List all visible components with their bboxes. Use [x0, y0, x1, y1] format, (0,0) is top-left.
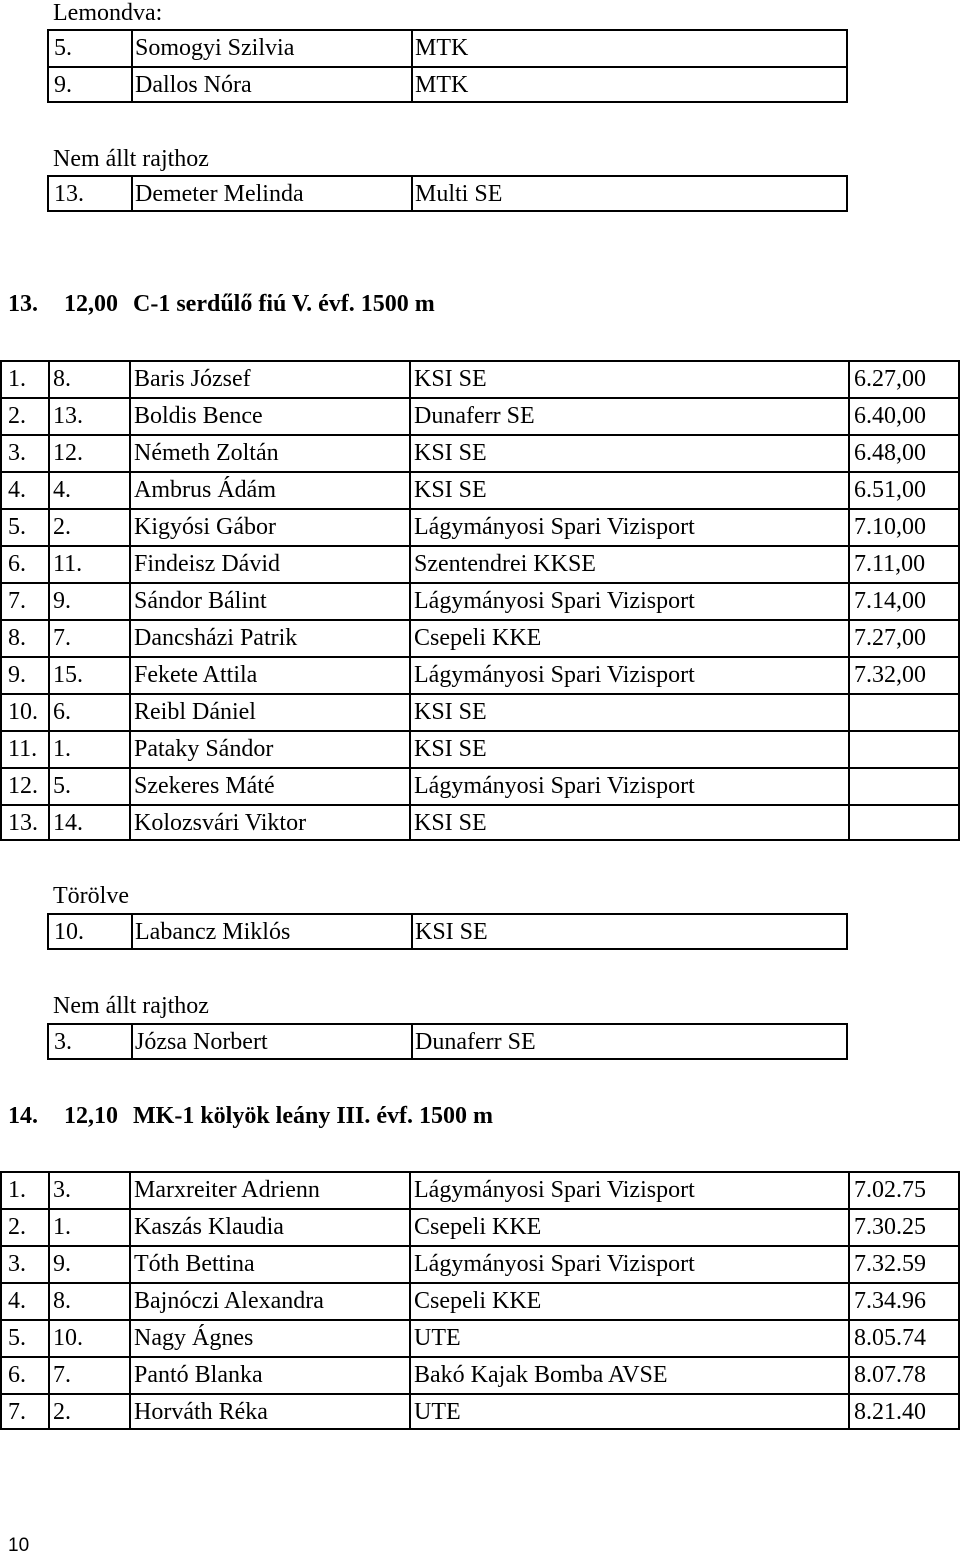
result-time: 7.27,00: [854, 625, 926, 651]
bib-number: 2.: [53, 1399, 71, 1425]
club-name: Dunaferr SE: [414, 403, 535, 429]
table-row: [0, 656, 960, 693]
result-time: 8.05.74: [854, 1325, 926, 1351]
page-number: 10: [8, 1535, 30, 1556]
athlete-name: Pantó Blanka: [134, 1362, 263, 1388]
result-time: 7.11,00: [854, 551, 926, 577]
race-title: MK-1 kölyök leány III. évf. 1500 m: [133, 1103, 493, 1129]
club-name: Multi SE: [415, 181, 503, 207]
place-number: 6.: [8, 551, 26, 577]
bib-number: 15.: [53, 662, 83, 688]
place-number: 13.: [8, 810, 38, 836]
club-name: Csepeli KKE: [414, 625, 542, 651]
race14-results-table: [0, 1171, 960, 1432]
result-time: 8.07.78: [854, 1362, 926, 1388]
bib-number: 1.: [53, 736, 71, 762]
club-name: Csepeli KKE: [414, 1214, 542, 1240]
bib-number: 5.: [54, 35, 72, 61]
club-name: UTE: [414, 1325, 461, 1351]
club-name: KSI SE: [414, 477, 487, 503]
athlete-name: Dancsházi Patrik: [134, 625, 298, 651]
table-row: [0, 1356, 960, 1393]
athlete-name: Labancz Miklós: [135, 919, 291, 945]
race-number: 14.: [8, 1103, 38, 1129]
bib-number: 7.: [53, 625, 71, 651]
club-name: Lágymányosi Spari Vizisport: [414, 588, 695, 614]
club-name: KSI SE: [414, 366, 487, 392]
place-number: 10.: [8, 699, 38, 725]
bib-number: 9.: [53, 1251, 71, 1277]
place-number: 3.: [8, 440, 26, 466]
place-number: 7.: [8, 588, 26, 614]
club-name: KSI SE: [414, 440, 487, 466]
club-name: KSI SE: [414, 736, 487, 762]
result-time: 7.32.59: [854, 1251, 926, 1277]
club-name: UTE: [414, 1399, 461, 1425]
place-number: 2.: [8, 403, 26, 429]
athlete-name: Tóth Bettina: [134, 1251, 255, 1277]
result-time: 8.21.40: [854, 1399, 926, 1425]
table-row: [0, 434, 960, 471]
athlete-name: Boldis Bence: [134, 403, 263, 429]
race-time: 12,10: [64, 1103, 118, 1129]
athlete-name: Józsa Norbert: [135, 1029, 268, 1055]
club-name: Lágymányosi Spari Vizisport: [414, 1251, 695, 1277]
table-row: [0, 767, 960, 804]
section-label-torolve: Törölve: [53, 883, 129, 909]
athlete-name: Somogyi Szilvia: [135, 35, 295, 61]
table-row: [0, 693, 960, 730]
club-name: Lágymányosi Spari Vizisport: [414, 514, 695, 540]
bib-number: 13.: [53, 403, 83, 429]
athlete-name: Horváth Réka: [134, 1399, 268, 1425]
club-name: Bakó Kajak Bomba AVSE: [414, 1362, 668, 1388]
athlete-name: Ambrus Ádám: [134, 477, 276, 503]
athlete-name: Bajnóczi Alexandra: [134, 1288, 324, 1314]
place-number: 8.: [8, 625, 26, 651]
table-row: [0, 730, 960, 767]
table-row: [0, 545, 960, 582]
athlete-name: Findeisz Dávid: [134, 551, 280, 577]
athlete-name: Baris József: [134, 366, 251, 392]
lemondva-table: [0, 29, 960, 103]
club-name: Szentendrei KKSE: [414, 551, 596, 577]
athlete-name: Kaszás Klaudia: [134, 1214, 284, 1240]
nem-allt-table-2: [0, 1023, 960, 1061]
club-name: KSI SE: [414, 810, 487, 836]
table-row: [0, 582, 960, 619]
club-name: MTK: [415, 35, 469, 61]
athlete-name: Nagy Ágnes: [134, 1325, 254, 1351]
place-number: 1.: [8, 1177, 26, 1203]
table-row: [0, 1208, 960, 1245]
place-number: 9.: [8, 662, 26, 688]
bib-number: 5.: [53, 773, 71, 799]
section-label-lemondva: Lemondva:: [53, 0, 163, 26]
result-time: 6.40,00: [854, 403, 926, 429]
athlete-name: Demeter Melinda: [135, 181, 304, 207]
section-label-nem-allt-rajthoz-2: Nem állt rajthoz: [53, 993, 209, 1019]
table-row: [47, 29, 848, 66]
table-row: [47, 913, 848, 950]
club-name: Lágymányosi Spari Vizisport: [414, 662, 695, 688]
torolve-table: [0, 913, 960, 951]
bib-number: 4.: [53, 477, 71, 503]
table-row: [0, 1393, 960, 1430]
bib-number: 11.: [53, 551, 83, 577]
place-number: 6.: [8, 1362, 26, 1388]
race-time: 12,00: [64, 291, 118, 317]
athlete-name: Pataky Sándor: [134, 736, 274, 762]
athlete-name: Marxreiter Adrienn: [134, 1177, 320, 1203]
athlete-name: Szekeres Máté: [134, 773, 275, 799]
table-row: [47, 1023, 848, 1060]
result-time: 6.51,00: [854, 477, 926, 503]
result-time: 7.14,00: [854, 588, 926, 614]
result-time: 7.02.75: [854, 1177, 926, 1203]
table-row: [0, 804, 960, 841]
place-number: 7.: [8, 1399, 26, 1425]
table-row: [0, 1245, 960, 1282]
place-number: 12.: [8, 773, 38, 799]
race-heading: [8, 289, 38, 319]
bib-number: 8.: [53, 1288, 71, 1314]
club-name: KSI SE: [414, 699, 487, 725]
result-time: 6.48,00: [854, 440, 926, 466]
table-row: [0, 471, 960, 508]
table-row: [0, 360, 960, 397]
athlete-name: Kigyósi Gábor: [134, 514, 276, 540]
athlete-name: Fekete Attila: [134, 662, 258, 688]
bib-number: 8.: [53, 366, 71, 392]
result-time: 7.32,00: [854, 662, 926, 688]
table-row: [0, 1171, 960, 1208]
table-row: [0, 1319, 960, 1356]
race-number: 13.: [8, 291, 38, 317]
bib-number: 13.: [54, 181, 84, 207]
bib-number: 3.: [54, 1029, 72, 1055]
table-row: [47, 66, 848, 103]
place-number: 2.: [8, 1214, 26, 1240]
bib-number: 2.: [53, 514, 71, 540]
athlete-name: Kolozsvári Viktor: [134, 810, 307, 836]
place-number: 4.: [8, 477, 26, 503]
table-row: [0, 397, 960, 434]
club-name: Lágymányosi Spari Vizisport: [414, 773, 695, 799]
athlete-name: Németh Zoltán: [134, 440, 279, 466]
athlete-name: Reibl Dániel: [134, 699, 256, 725]
bib-number: 6.: [53, 699, 71, 725]
race-title: C-1 serdűlő fiú V. évf. 1500 m: [133, 291, 435, 317]
athlete-name: Sándor Bálint: [134, 588, 267, 614]
bib-number: 3.: [53, 1177, 71, 1203]
club-name: KSI SE: [415, 919, 488, 945]
nem-allt-table-1: [0, 175, 960, 213]
table-row: [0, 508, 960, 545]
bib-number: 12.: [53, 440, 83, 466]
result-time: 7.30.25: [854, 1214, 926, 1240]
table-row: [47, 175, 848, 212]
result-time: 6.27,00: [854, 366, 926, 392]
athlete-name: Dallos Nóra: [135, 72, 252, 98]
bib-number: 7.: [53, 1362, 71, 1388]
club-name: MTK: [415, 72, 469, 98]
bib-number: 1.: [53, 1214, 71, 1240]
bib-number: 14.: [53, 810, 83, 836]
club-name: Dunaferr SE: [415, 1029, 536, 1055]
table-row: [0, 619, 960, 656]
place-number: 4.: [8, 1288, 26, 1314]
club-name: Lágymányosi Spari Vizisport: [414, 1177, 695, 1203]
bib-number: 10.: [53, 1325, 83, 1351]
race-heading-14: [8, 1101, 38, 1131]
place-number: 5.: [8, 514, 26, 540]
place-number: 11.: [8, 736, 38, 762]
race13-results-table: [0, 360, 960, 843]
bib-number: 9.: [53, 588, 71, 614]
place-number: 1.: [8, 366, 26, 392]
place-number: 5.: [8, 1325, 26, 1351]
bib-number: 10.: [54, 919, 84, 945]
bib-number: 9.: [54, 72, 72, 98]
place-number: 3.: [8, 1251, 26, 1277]
result-time: 7.34.96: [854, 1288, 926, 1314]
result-time: 7.10,00: [854, 514, 926, 540]
table-row: [0, 1282, 960, 1319]
club-name: Csepeli KKE: [414, 1288, 542, 1314]
section-label-nem-allt-rajthoz: Nem állt rajthoz: [53, 146, 209, 172]
